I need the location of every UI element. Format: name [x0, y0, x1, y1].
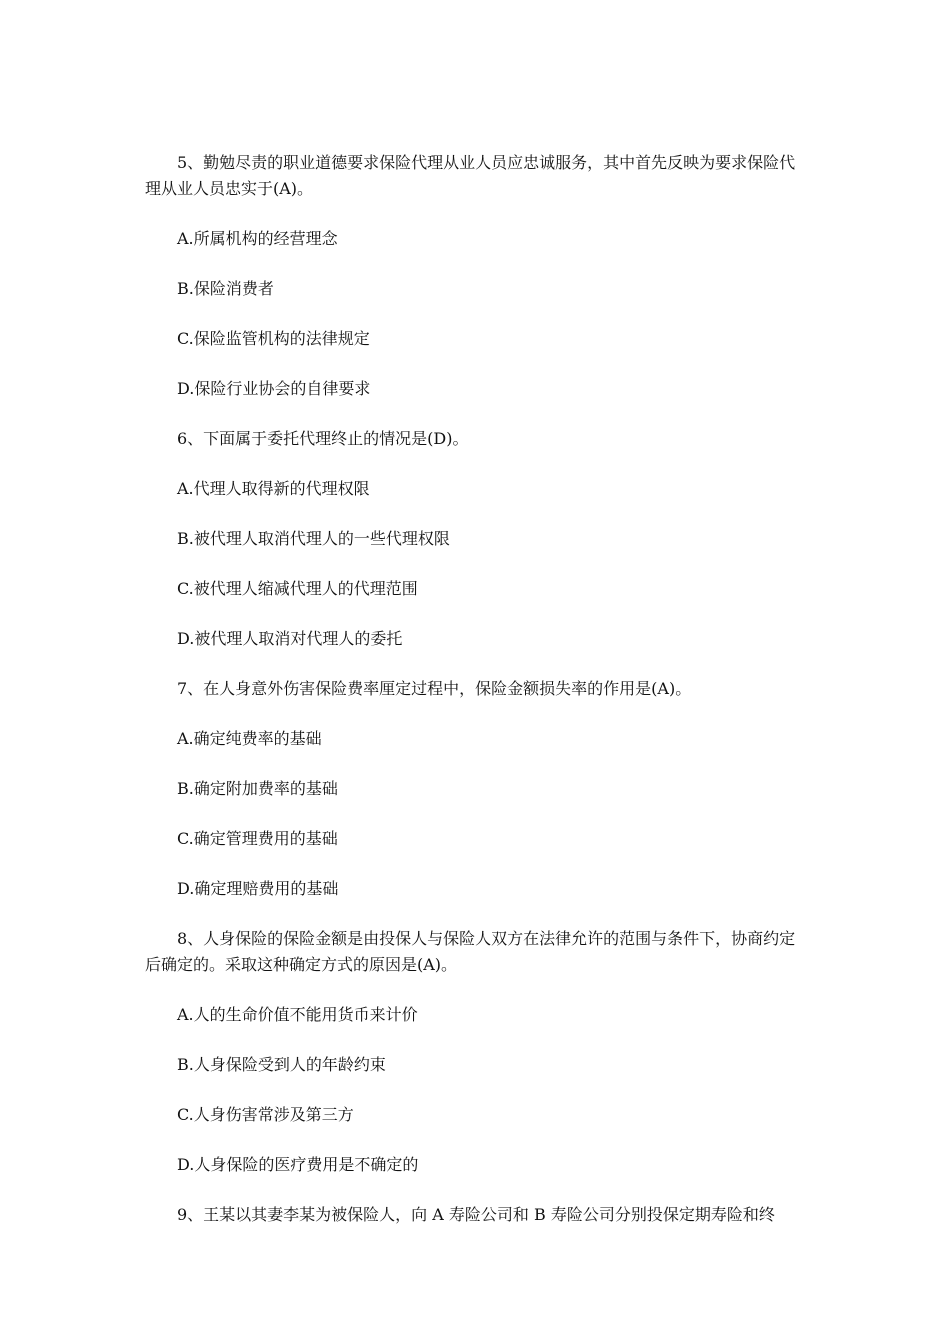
question-5-option-a: A.所属机构的经营理念: [177, 229, 338, 248]
question-7-option-d: D.确定理赔费用的基础: [177, 879, 339, 898]
question-8-stem: 8、人身保险的保险金额是由投保人与保险人双方在法律允许的范围与条件下，协商约定后确定的。采取这种确定方式的原因是(A)。: [145, 929, 796, 974]
question-5-option-c: C.保险监管机构的法律规定: [177, 329, 370, 348]
question-8-option-d: D.人身保险的医疗费用是不确定的: [177, 1155, 419, 1174]
question-6-option-b: B.被代理人取消代理人的一些代理权限: [177, 529, 450, 548]
question-list: [145, 150, 807, 1252]
question-6-option-a: A.代理人取得新的代理权限: [177, 479, 370, 498]
question-7-option-b: B.确定附加费率的基础: [177, 779, 338, 798]
question-5-option-b: B.保险消费者: [177, 279, 274, 298]
question-7-stem: 7、在人身意外伤害保险费率厘定过程中，保险金额损失率的作用是(A)。: [177, 679, 692, 698]
question-8-option-c: C.人身伤害常涉及第三方: [177, 1105, 354, 1124]
question-6-stem: 6、下面属于委托代理终止的情况是(D)。: [177, 429, 469, 448]
question-5-stem: 5、勤勉尽责的职业道德要求保险代理从业人员应忠诚服务，其中首先反映为要求保险代理从业人员忠实于(A)。: [145, 153, 796, 198]
question-8-option-b: B.人身保险受到人的年龄约束: [177, 1055, 386, 1074]
question-7-option-c: C.确定管理费用的基础: [177, 829, 338, 848]
question-5-option-d: D.保险行业协会的自律要求: [177, 379, 371, 398]
question-8-option-a: A.人的生命价值不能用货币来计价: [177, 1005, 418, 1024]
question-6-option-d: D.被代理人取消对代理人的委托: [177, 629, 403, 648]
question-6-option-c: C.被代理人缩减代理人的代理范围: [177, 579, 418, 598]
question-7-option-a: A.确定纯费率的基础: [177, 729, 322, 748]
question-9-stem: 9、王某以其妻李某为被保险人，向 A 寿险公司和 B 寿险公司分别投保定期寿险和终: [177, 1205, 775, 1224]
